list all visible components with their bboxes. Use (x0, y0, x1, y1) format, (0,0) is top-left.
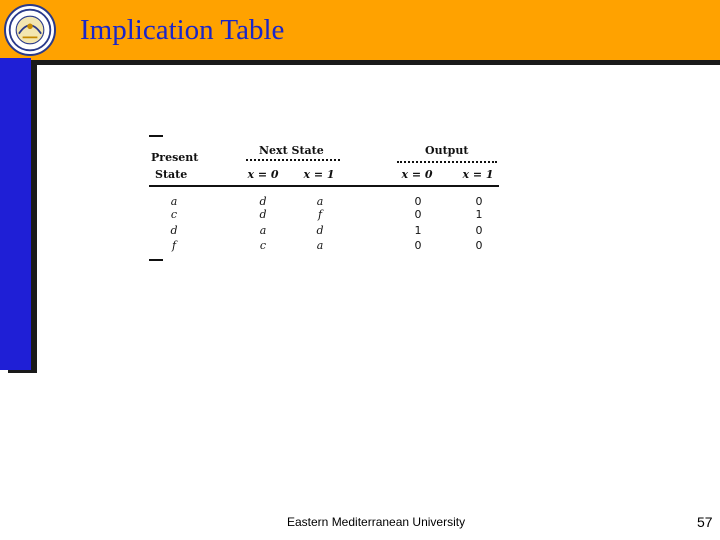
slide-title: Implication Table (80, 14, 285, 46)
subheader-next-x0: x = 0 (247, 168, 279, 181)
cell-next-x1: a (316, 239, 324, 252)
cell-next-x0: c (259, 239, 267, 252)
cell-out-x0: 1 (414, 224, 422, 237)
cell-out-x1: 0 (475, 195, 483, 208)
cell-present: f (171, 239, 177, 252)
next-state-rule (246, 159, 340, 161)
header-rule (149, 185, 499, 187)
table-top-rule (149, 135, 163, 137)
header-next-state: Next State (259, 144, 324, 157)
cell-out-x0: 0 (414, 239, 422, 252)
cell-next-x1: a (316, 195, 324, 208)
cell-present: c (170, 208, 178, 221)
cell-out-x0: 0 (414, 208, 422, 221)
state-table (149, 135, 499, 261)
cell-next-x0: a (259, 224, 267, 237)
cell-next-x1: d (316, 224, 324, 237)
header-present-line2: State (155, 168, 188, 181)
side-accent-bar (0, 58, 31, 370)
cell-present: d (170, 224, 178, 237)
table-bottom-rule (149, 259, 163, 261)
cell-out-x0: 0 (414, 195, 422, 208)
cell-next-x1: f (317, 208, 323, 221)
page-number: 57 (697, 514, 713, 530)
cell-out-x1: 1 (475, 208, 483, 221)
header-present-line1: Present (151, 151, 199, 164)
cell-present: a (170, 195, 178, 208)
cell-next-x0: d (259, 208, 267, 221)
header-divider (0, 60, 720, 65)
subheader-out-x1: x = 1 (462, 168, 494, 181)
subheader-out-x0: x = 0 (401, 168, 433, 181)
output-rule (397, 161, 497, 163)
footer-text: Eastern Mediterranean University (287, 515, 466, 529)
cell-out-x1: 0 (475, 224, 483, 237)
cell-out-x1: 0 (475, 239, 483, 252)
university-seal-icon (4, 4, 56, 56)
header-output: Output (425, 144, 469, 157)
subheader-next-x1: x = 1 (303, 168, 335, 181)
cell-next-x0: d (259, 195, 267, 208)
